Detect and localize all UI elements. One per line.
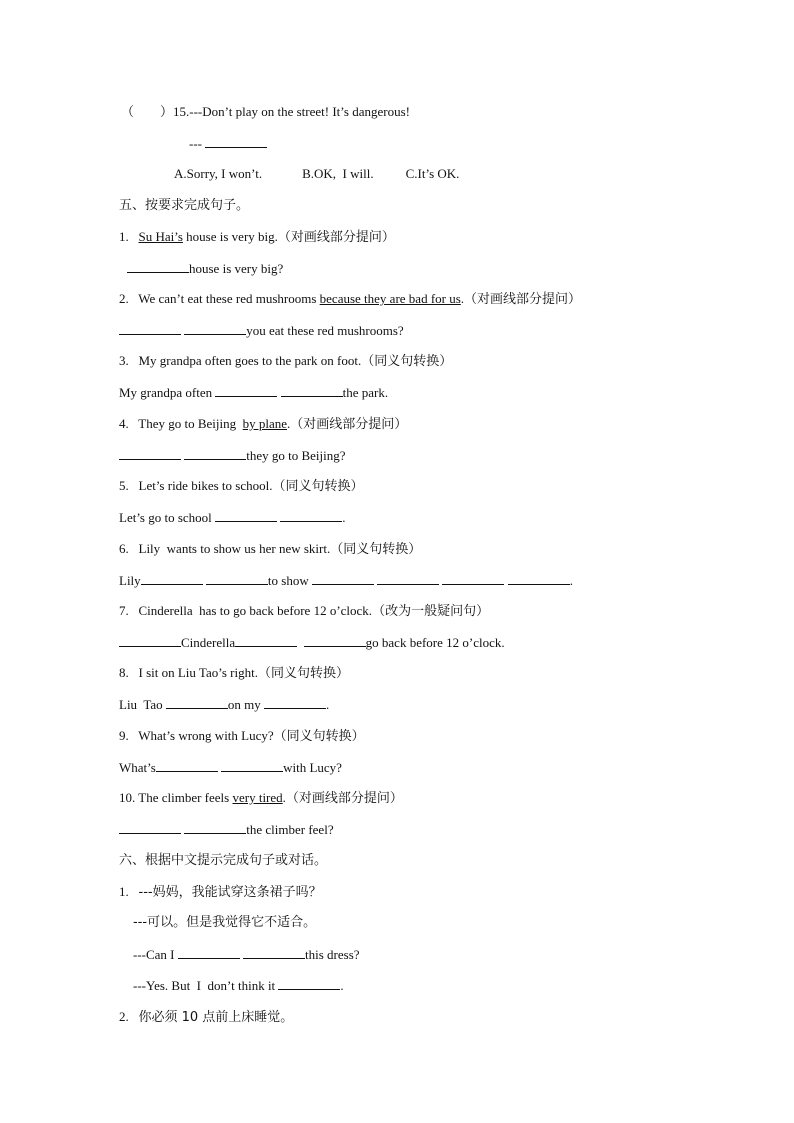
answer-blank[interactable]	[119, 322, 181, 335]
item-number: 6.	[119, 541, 129, 556]
answer-blank[interactable]	[206, 572, 268, 585]
question-number: 15.	[173, 104, 190, 119]
s6-item-2	[119, 1009, 794, 1026]
item-number: 4.	[119, 416, 129, 431]
item-text: Cinderella has to go back before 12 o’clock.	[138, 603, 373, 618]
item-instruction: （对画线部分提问）	[285, 791, 403, 806]
answer-blank[interactable]	[119, 447, 181, 460]
answer-blank[interactable]	[312, 572, 374, 585]
question-15	[121, 104, 794, 120]
item-8-answer	[119, 696, 794, 713]
answer-text: the park.	[342, 385, 389, 400]
answer-blank[interactable]	[281, 384, 343, 397]
answer-text: Liu Tao	[119, 697, 166, 712]
s6-item-1-en-answer	[133, 977, 794, 994]
underlined-text: because they are bad for us	[319, 291, 461, 306]
answer-blank[interactable]	[235, 634, 297, 647]
item-text: .	[460, 291, 465, 306]
item-1	[119, 229, 794, 246]
question-15-options	[174, 166, 794, 182]
item-text: My grandpa often goes to the park on foot.	[138, 353, 362, 368]
option-c: C.It’s OK.	[405, 166, 460, 181]
item-number: 3.	[119, 353, 129, 368]
item-5-answer	[119, 509, 794, 526]
item-8	[119, 665, 794, 682]
option-a: A.Sorry, I won’t.	[174, 166, 263, 181]
chinese-prompt: ---妈妈，我能试穿这条裙子吗？	[138, 885, 322, 900]
item-3	[119, 353, 794, 370]
item-text: I sit on Liu Tao’s right.	[138, 665, 258, 680]
answer-text: Cinderella	[181, 635, 236, 650]
item-text: Lily wants to show us her new skirt.	[138, 541, 331, 556]
item-10	[119, 790, 794, 807]
answer-text: Lily	[119, 573, 141, 588]
item-3-answer	[119, 384, 794, 401]
answer-text: the climber feel?	[246, 822, 334, 837]
s6-item-1-cn-question	[119, 884, 794, 901]
item-2-answer	[119, 322, 794, 339]
answer-text: .	[569, 573, 573, 588]
item-instruction: （同义句转换）	[361, 354, 453, 369]
answer-text: Let’s go to school	[119, 510, 216, 525]
item-5	[119, 478, 794, 495]
item-9	[119, 728, 794, 745]
answer-text: with Lucy?	[283, 760, 342, 775]
option-b: B.OK, I will.	[302, 166, 374, 181]
item-instruction: （同义句转换）	[257, 666, 349, 681]
item-number: 10.	[119, 790, 136, 805]
reply-dash: ---	[189, 136, 202, 151]
answer-text: ---Can I	[133, 947, 178, 962]
answer-text: this dress?	[305, 947, 360, 962]
item-number: 5.	[119, 478, 129, 493]
answer-blank[interactable]	[442, 572, 504, 585]
answer-blank[interactable]	[304, 634, 366, 647]
s6-item-1-en-question	[133, 946, 794, 963]
answer-blank[interactable]	[166, 696, 228, 709]
answer-parenthesis: （ ）	[121, 104, 174, 119]
answer-blank[interactable]	[119, 634, 181, 647]
answer-blank[interactable]	[205, 135, 267, 148]
item-instruction: （对画线部分提问）	[277, 230, 395, 245]
answer-blank[interactable]	[278, 977, 340, 990]
item-4	[119, 416, 794, 433]
answer-text: on my	[227, 697, 264, 712]
item-text: .	[282, 790, 286, 805]
answer-blank[interactable]	[184, 821, 246, 834]
answer-text: ---Yes. But I don’t think it	[133, 978, 279, 993]
answer-text: What’s	[119, 760, 156, 775]
underlined-text: by plane	[242, 416, 288, 431]
s6-item-1-cn-answer: ---可以。但是我觉得它不适合。	[133, 915, 317, 930]
section-5-title: 五、按要求完成句子。	[119, 198, 250, 213]
section-6-title: 六、根据中文提示完成句子或对话。	[119, 853, 328, 868]
item-text: They go to Beijing	[138, 416, 243, 431]
answer-text: .	[340, 978, 344, 993]
answer-text: house is very big?	[189, 261, 284, 276]
answer-text: you eat these red mushrooms?	[246, 323, 404, 338]
answer-blank[interactable]	[119, 821, 181, 834]
item-text: .	[287, 416, 291, 431]
question-15-reply	[189, 135, 794, 152]
item-instruction: （对画线部分提问）	[464, 292, 582, 307]
item-6-answer	[119, 572, 794, 589]
answer-blank[interactable]	[178, 946, 240, 959]
item-number: 2.	[119, 291, 129, 306]
answer-text: they go to Beijing?	[246, 448, 346, 463]
answer-blank[interactable]	[377, 572, 439, 585]
answer-blank[interactable]	[156, 759, 218, 772]
answer-blank[interactable]	[184, 447, 246, 460]
item-7	[119, 603, 794, 620]
item-number: 7.	[119, 603, 129, 618]
answer-text: .	[326, 697, 330, 712]
item-4-answer	[119, 447, 794, 464]
answer-blank[interactable]	[127, 260, 189, 273]
item-6	[119, 541, 794, 558]
answer-text: go back before 12 o’clock.	[365, 635, 505, 650]
item-number: 2.	[119, 1009, 129, 1024]
underlined-text: very tired	[232, 790, 283, 805]
underlined-text: Su Hai’s	[138, 229, 183, 244]
chinese-prompt: 你必须 10 点前上床睡觉。	[138, 1010, 294, 1025]
item-text: The climber feels	[138, 790, 233, 805]
item-instruction: （同义句转换）	[272, 479, 364, 494]
item-7-answer	[119, 634, 794, 651]
answer-text: to show	[267, 573, 312, 588]
question-text: ---Don’t play on the street! It’s dangerous!	[189, 104, 410, 119]
item-2	[119, 291, 794, 308]
item-text: What’s wrong with Lucy?	[138, 728, 274, 743]
answer-blank[interactable]	[215, 384, 277, 397]
answer-blank[interactable]	[243, 946, 305, 959]
answer-text: My grandpa often	[119, 385, 216, 400]
item-10-answer	[119, 821, 794, 838]
item-instruction: （对画线部分提问）	[290, 417, 408, 432]
item-number: 9.	[119, 728, 129, 743]
item-instruction: （同义句转换）	[330, 542, 422, 557]
answer-blank[interactable]	[184, 322, 246, 335]
answer-blank[interactable]	[221, 759, 283, 772]
answer-blank[interactable]	[508, 572, 570, 585]
item-number: 8.	[119, 665, 129, 680]
item-number: 1.	[119, 884, 129, 899]
item-1-answer	[127, 260, 794, 277]
answer-blank[interactable]	[280, 509, 342, 522]
item-9-answer	[119, 759, 794, 776]
item-instruction: （改为一般疑问句）	[372, 604, 490, 619]
answer-blank[interactable]	[264, 696, 326, 709]
item-text: house is very big.	[182, 229, 278, 244]
answer-blank[interactable]	[215, 509, 277, 522]
item-text: We can’t eat these red mushrooms	[138, 291, 320, 306]
item-number: 1.	[119, 229, 129, 244]
item-instruction: （同义句转换）	[273, 729, 365, 744]
item-text: Let’s ride bikes to school.	[138, 478, 273, 493]
answer-blank[interactable]	[141, 572, 203, 585]
answer-text: .	[342, 510, 346, 525]
